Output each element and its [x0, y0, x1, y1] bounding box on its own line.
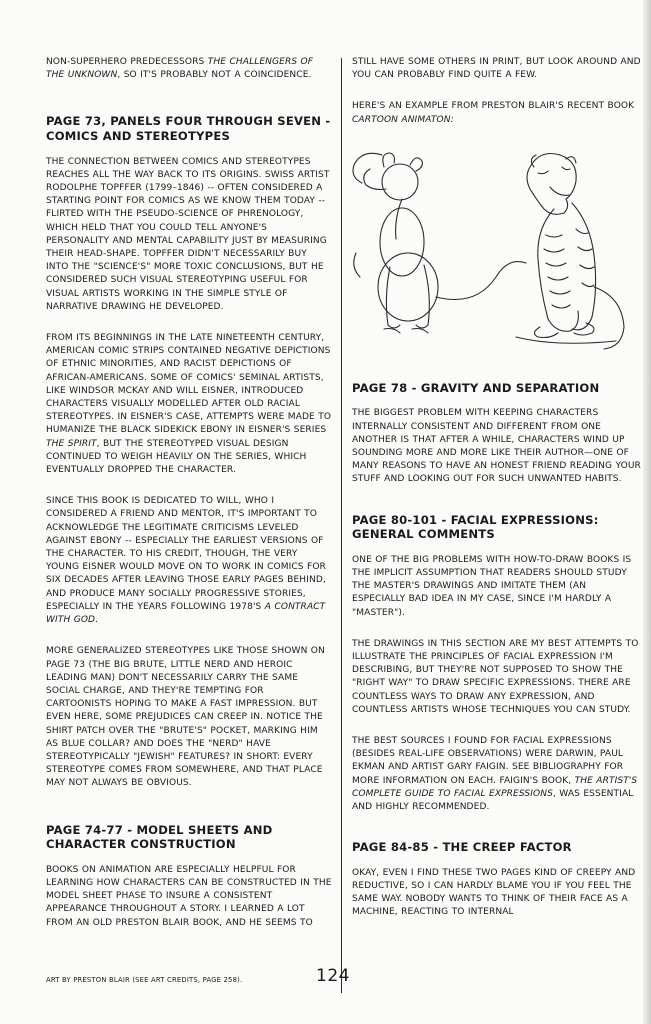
tiger-stripes: [544, 235, 570, 308]
tiger-head: [527, 153, 576, 214]
art-credit: ART BY PRESTON BLAIR (SEE ART CREDITS, PAGE 258).: [46, 976, 243, 984]
paragraph-generalized: MORE GENERALIZED STEREOTYPES LIKE THOSE SHOWN ON PAGE 73 (THE BIG BRUTE, LITTLE NERD AND HEROIC LEADING MAN) DON'T NECESSARILY CARRY THE SAME SOCIAL CHARGE, AND THEY'RE TEMPTING FOR CARTOONISTS HOPING TO MAKE A FAST IMPRESSION. BUT EVEN HERE, SOME PREJUDICES CAN CREEP IN. NOTICE THE SHIRT PATCH OVER THE "BRUTE'S" POCKET, MARKING HIM AS BLUE COLLAR? AND DOES THE "NERD" HAVE STEREOTYPICALLY "JEWISH" FEATURES? IN SHORT: EVERY STEREOTYPE COMES FROM SOMEWHERE, AND THAT PLACE MAY NOT ALWAYS BE OBVIOUS.: [46, 646, 325, 789]
paragraph-drawings: THE DRAWINGS IN THIS SECTION ARE MY BEST ATTEMPTS TO ILLUSTRATE THE PRINCIPLES OF FACIAL EXPRESSION I'M DESCRIBING, BUT THEY'RE NOT SUPPOSED TO SHOW THE "RIGHT WAY" TO DRAW SPECIFIC EXPRESSIONS. THERE ARE COUNTLESS WAYS TO DRAW ANY EXPRESSION, AND COUNTLESS ARTISTS WHOSE TECHNIQUES YOU CAN STUDY.: [352, 638, 639, 715]
heading-page-80-101: PAGE 80-101 - FACIAL EXPRESSIONS: GENERAL COMMENTS: [352, 512, 599, 542]
heading-page-84-85: PAGE 84-85 - THE CREEP FACTOR: [352, 840, 572, 855]
paragraph-animation: BOOKS ON ANIMATION ARE ESPECIALLY HELPFUL FOR LEARNING HOW CHARACTERS CAN BE CONSTRUCTED IN THE MODEL SHEET PHASE TO INSURE A CONSISTENT APPEARANCE THROUGHOUT A STORY. I LEARNED A LOT FROM AN OLD PRESTON BLAIR BOOK, AND HE SEEMS TO: [46, 864, 332, 928]
paragraph-connection: THE CONNECTION BETWEEN COMICS AND STEREOTYPES REACHES ALL THE WAY BACK TO ITS ORIGINS. SWISS ARTIST RODOLPHE TOPFFER (1799–1846) -- OFTEN CONSIDERED A STARTING POINT FOR COMICS AS WE KNOW THEM TODAY -- FLIRTED WITH THE PSEUDO-SCIENCE OF PHRENOLOGY, WHICH HELD THAT YOU COULD TELL ANYONE'S PERSONALITY AND MENTAL CAPABILITY JUST BY MEASURING THEIR HEAD-SHAPE. TOPFFER DIDN'T NECESSARILY BUY INTO THE "SCIENCE'S" MORE TOXIC CONCLUSIONS, BUT HE CONSIDERED SUCH VISUAL STEREOTYPING USEFUL FOR VISUAL ARTISTS WORKING IN THE SIMPLE STYLE OF NARRATIVE DRAWING HE DEVELOPED.: [46, 156, 330, 312]
sketch-neck: [396, 199, 402, 239]
paragraph-beginnings: FROM ITS BEGINNINGS IN THE LATE NINETEENTH CENTURY, AMERICAN COMIC STRIPS CONTAINED NEGATIVE DEPICTIONS OF ETHNIC MINORITIES, AND RACIST DEPICTIONS OF AFRICAN-AMERICANS. SOME OF COMICS' SEMINAL ARTISTS, LIKE WINDSOR MCKAY AND WILL EISNER, INTRODUCED CHARACTERS VISUALLY MODELLED AFTER OLD RACIAL STEREOTYPES. IN EISNER'S CASE, ATTEMPTS WERE MADE TO HUMANIZE THE BLACK SIDEKICK EBONY IN EISNER'S SERIES THE SPIRIT, BUT THE STEREOTYPED VISUAL DESIGN CONTINUED TO WEIGH HEAVILY ON THE SERIES, WHICH EVENTUALLY DROPPED THE CHARACTER.: [46, 333, 332, 476]
paragraph-intro: NON-SUPERHERO PREDECESSORS THE CHALLENGERS OF THE UNKNOWN, SO IT'S PROBABLY NOT A COINCIDENCE.: [46, 57, 314, 81]
paragraph-example: HERE'S AN EXAMPLE FROM PRESTON BLAIR'S RECENT BOOK CARTOON ANIMATON:: [352, 101, 635, 125]
left-column: [46, 56, 332, 940]
paragraph-big-problems: ONE OF THE BIG PROBLEMS WITH HOW-TO-DRAW BOOKS IS THE IMPLICIT ASSUMPTION THAT READERS SHOULD STUDY THE MASTER'S DRAWINGS AND IMITATE THEM (AN ESPECIALLY BAD IDEA IN MY CASE, SINCE I'M HARDLY A "MASTER").: [352, 554, 632, 618]
tiger-stripes-side: [576, 229, 594, 287]
sketch-paw-left: [384, 328, 400, 333]
right-column: [352, 56, 642, 930]
tiger-body-right: [572, 203, 596, 330]
tiger-body-left: [538, 209, 579, 331]
tiger-paw-left: [534, 327, 558, 338]
tiger-ground-line: [516, 337, 616, 343]
book-title-cartoon-animation: CARTOON ANIMATON:: [352, 114, 454, 125]
sketch-head-circle: [382, 164, 418, 200]
paragraph-still: STILL HAVE SOME OTHERS IN PRINT, BUT LOOK AROUND AND YOU CAN PROBABLY FIND QUITE A FEW.: [352, 57, 641, 81]
page-number: 124: [316, 966, 350, 986]
book-title-faigin: THE ARTIST'S COMPLETE GUIDE TO FACIAL EXPRESSIONS: [352, 775, 638, 799]
tiger-illustration: [340, 137, 640, 367]
book-title-challengers: THE CHALLENGERS OF THE UNKNOWN: [46, 57, 314, 81]
sketch-stroke-a: [354, 253, 360, 277]
tiger-sketch-svg: [340, 137, 640, 367]
tiger-face-stripes: [538, 167, 570, 174]
book-title-contract: A CONTRACT WITH GOD: [46, 601, 326, 626]
sketch-leg-right: [416, 265, 429, 328]
paragraph-sources: THE BEST SOURCES I FOUND FOR FACIAL EXPRESSIONS (BESIDES REAL-LIFE OBSERVATIONS) WERE DARWIN, PAUL EKMAN AND ARTIST GARY FAIGIN. SEE BIBLIOGRAPHY FOR MORE INFORMATION ON EACH. FAIGIN'S BOOK, THE ARTIST'S COMPLETE GUIDE TO FACIAL EXPRESSIONS, WAS ESSENTIAL AND HIGHLY RECOMMENDED.: [352, 736, 638, 813]
tiger-tail: [594, 287, 624, 349]
heading-page-74-77: PAGE 74-77 - MODEL SHEETS AND CHARACTER CONSTRUCTION: [46, 822, 273, 852]
sketch-arc: [353, 153, 382, 183]
sketch-ear-left: [383, 153, 395, 167]
page-edge-shadow: [643, 0, 651, 1024]
paragraph-dedicated: SINCE THIS BOOK IS DEDICATED TO WILL, WHO I CONSIDERED A FRIEND AND MENTOR, IT'S IMPORTANT TO ACKNOWLEDGE THE LEGITIMATE CRITICISMS LEVELED AGAINST EBONY -- ESPECIALLY THE EARLIEST VERSIONS OF THE CHARACTER. TO HIS CREDIT, THOUGH, THE VERY YOUNG EISNER WOULD MOVE ON TO WORK IN COMICS FOR SIX DECADES AFTER LEAVING THOSE EARLY PAGES BEHIND, AND PRODUCE MANY SOCIALLY PROGRESSIVE STORIES, ESPECIALLY IN THE YEARS FOLLOWING 1978'S A CONTRACT WITH GOD.: [46, 496, 326, 626]
sketch-tail: [436, 261, 526, 299]
paragraph-gravity: THE BIGGEST PROBLEM WITH KEEPING CHARACTERS INTERNALLY CONSISTENT AND DIFFERENT FROM ONE ANOTHER IS THAT AFTER A WHILE, CHARACTERS WIND UP SOUNDING MORE AND MORE LIKE THEIR AUTHOR—ONE OF MANY REASONS TO HAVE AN HONEST FRIEND READING YOUR STUFF AND LOOKING OUT FOR SUCH UNWANTED HABITS.: [352, 408, 641, 485]
sketch-paw-right: [412, 328, 428, 333]
sketch-torso: [380, 208, 424, 276]
heading-page-78: PAGE 78 - GRAVITY AND SEPARATION: [352, 380, 600, 395]
tiger-mouth: [550, 187, 570, 195]
paragraph-creep: OKAY, EVEN I FIND THESE TWO PAGES KIND OF CREEPY AND REDUCTIVE, SO I CAN HARDLY BLAME YOU IF YOU FEEL THE SAME WAY. NOBODY WANTS TO THINK OF THEIR FACE AS A MACHINE, REACTING TO INTERNAL: [352, 867, 636, 918]
heading-page-73: PAGE 73, PANELS FOUR THROUGH SEVEN - COMICS AND STEREOTYPES: [46, 114, 331, 143]
book-title-spirit: THE SPIRIT: [46, 438, 97, 449]
